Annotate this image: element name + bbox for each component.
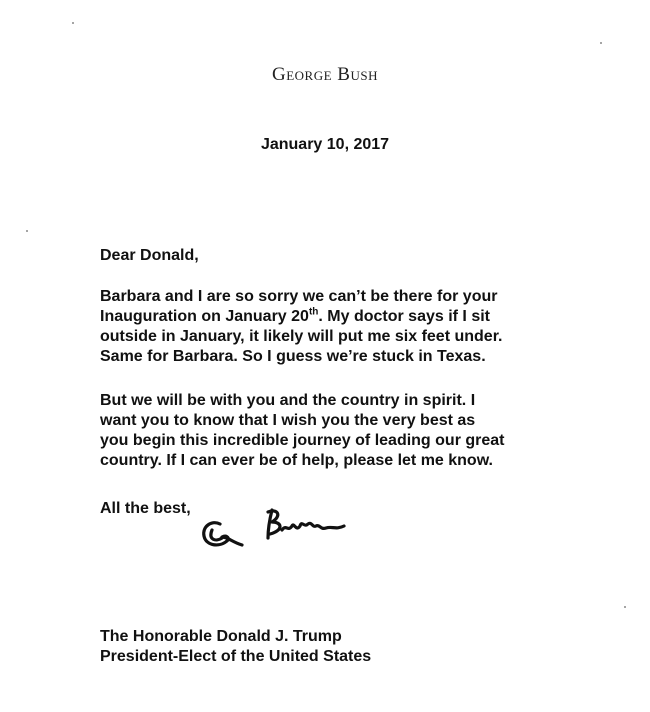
paragraph-1 (100, 287, 620, 367)
scan-speck (26, 230, 28, 232)
signature-stroke (282, 523, 344, 530)
paragraph-line: you begin this incredible journey of leading our great (100, 432, 505, 449)
text-span: Inauguration on January 20 (100, 308, 309, 325)
signature (198, 504, 368, 564)
recipient-block (100, 627, 620, 667)
letterhead: George Bush (272, 64, 378, 85)
paragraph-line (100, 307, 620, 327)
signature-stroke (211, 530, 222, 540)
scan-speck (624, 606, 626, 608)
paragraph-line: Barbara and I are so sorry we can’t be there for your (100, 288, 498, 305)
superscript: th (308, 306, 319, 318)
salutation: Dear Donald, (100, 247, 199, 264)
paragraph-line: But we will be with you and the country in spirit. I (100, 392, 476, 409)
paragraph-2 (100, 391, 620, 471)
recipient-name: The Honorable Donald J. Trump (100, 628, 342, 645)
letter-date: January 10, 2017 (260, 136, 390, 153)
scan-speck (600, 42, 602, 44)
closing: All the best, (100, 500, 191, 517)
scan-speck (72, 22, 74, 24)
text-span: . My doctor says if I sit (318, 308, 490, 325)
paragraph-line: Same for Barbara. So I guess we’re stuck in Texas. (100, 348, 486, 365)
recipient-title: President-Elect of the United States (100, 648, 372, 665)
paragraph-line: want you to know that I wish you the very best as (100, 412, 476, 429)
paragraph-line: country. If I can ever be of help, please let me know. (100, 452, 493, 469)
paragraph-line: outside in January, it likely will put me six feet under. (100, 328, 503, 345)
